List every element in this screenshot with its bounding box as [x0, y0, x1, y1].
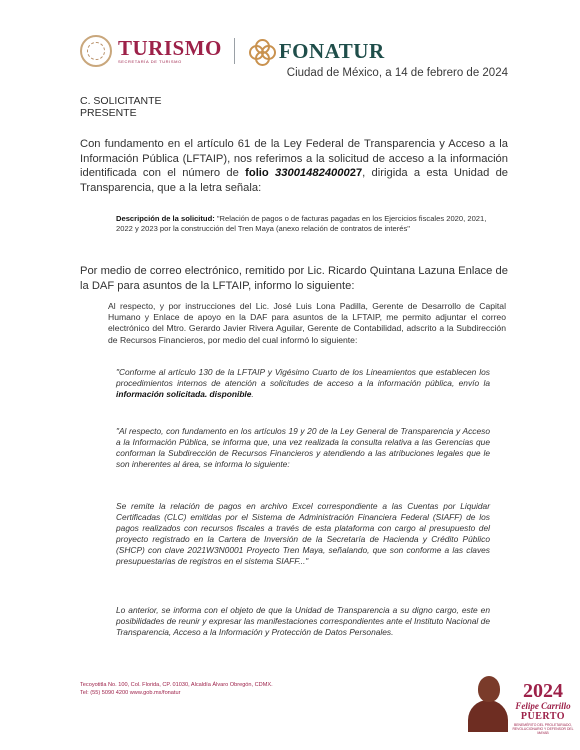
- year-emblem: [510, 681, 576, 735]
- addressee-line: C. SOLICITANTE: [80, 95, 162, 107]
- folio-label: folio: [245, 167, 276, 180]
- intro-paragraph: [80, 137, 508, 195]
- turismo-wordmark: TURISMO: [118, 36, 222, 60]
- honoree-caption: BENEMÉRITO DEL PROLETARIADO, REVOLUCIONARIO Y DEFENSOR DEL MAYAB: [512, 723, 574, 735]
- quoted-response-1: [116, 367, 490, 400]
- fonatur-wordmark: FONATUR: [278, 38, 385, 63]
- footer-address-line: Tecoyotitla No. 100, Col. Florida, CP. 01030, Alcaldía Álvaro Obregón, CDMX.: [80, 682, 273, 688]
- quoted-response-3: Se remite la relación de pagos en archivo Excel correspondiente a las Cuentas por Liquidar Certificadas (CLC) emitidas por el Sistema de Administración Financiera Federal (SIAFF) de los pagos realizados con recursos fiscales a través de esta plataforma con cargo al presupuesto del proyecto registrado en la Cartera de Inversión de la Secretaría de Hacienda y Crédito Público (SHCP) con clave 2021W3N0001 Proyecto Tren Maya, señalando, que son conforme a las claves presupuestarias de registros en el sistema SIAFF...": [116, 501, 490, 566]
- intro-text-end: , dirigida a esta Unidad de Transparencia, que a la letra señala:: [80, 167, 509, 194]
- request-label: Descripción de la solicitud:: [116, 214, 215, 223]
- footer-contact-line: Tel: (55) 5090 4200 www.gob.mx/fonatur: [80, 690, 181, 696]
- quoted-response-2: "Al respecto, con fundamento en los artículos 19 y 20 de la Ley General de Transparencia y Acceso a la Información Pública, se informa que, una vez realizada la consulta relativa a las Gerencias que conforman la Subdirección de Recursos Financieros y atendiendo a las atribuciones legales que le son inherentes al área, se informa lo siguiente:: [116, 426, 490, 469]
- folio-suffix: 27: [349, 167, 363, 180]
- logo-divider: [234, 38, 235, 64]
- government-seal-icon: [80, 35, 112, 67]
- year-text: 2024: [523, 680, 563, 702]
- footer-address: [80, 681, 273, 697]
- portrait-icon: [466, 672, 510, 732]
- instructions-paragraph: Al respecto, y por instrucciones del Lic. José Luis Lona Padilla, Gerente de Desarrollo de Capital Humano y Enlace de apoyo en la DAF para asuntos de la LFTAIP, me permito adjuntar el correo electrónico del Mtro. Gerardo Javier Rivera Aguilar, Gerente de Contabilidad, adscrito a la Subdirección de Recursos Financieros, por medio del cual informó lo siguiente:: [108, 301, 506, 345]
- turismo-subtitle: SECRETARÍA DE TURISMO: [118, 59, 182, 64]
- letter-date: Ciudad de México, a 14 de febrero de 2024: [286, 67, 508, 79]
- addressee-line: PRESENTE: [80, 107, 137, 119]
- intro-text: Con fundamento en el artículo 61 de la Ley Federal de Transparencia y Acceso a la Información Pública (LFTAIP), nos referimos a la solicitud de acceso a la información identificada con el número de: [80, 138, 508, 180]
- quote-text: "Conforme al artículo 130 de la LFTAIP y Vigésimo Cuarto de los Lineamientos que establecen los procedimientos internos de atención a solicitudes de acceso a la información pública, envío la: [116, 367, 490, 388]
- turismo-brand: [118, 38, 222, 64]
- request-text: "Relación de pagos o de facturas pagadas en los Ejercicios fiscales 2020, 2021, 2022 y 2023 por la construcción del Tren Maya (anexo relación de contratos de interés": [116, 214, 487, 233]
- honoree-name: Felipe Carrillo: [515, 701, 571, 711]
- fonatur-flower-icon: [249, 39, 273, 63]
- folio-number: 330014824000: [275, 167, 350, 180]
- email-paragraph: Por medio de correo electrónico, remitido por Lic. Ricardo Quintana Lazuna Enlace de la DAF para asuntos de la LFTAIP, informo lo siguiente:: [80, 265, 508, 292]
- letterhead: [80, 34, 385, 68]
- closing-paragraph: Lo anterior, se informa con el objeto de que la Unidad de Transparencia a su digno cargo, este en posibilidades de reunir y expresar las manifestaciones correspondientes ante el Instituto Nacional de Transparencia, Acceso a la Información y Protección de Datos Personales.: [116, 605, 490, 637]
- request-description: [116, 214, 490, 234]
- honoree-surname: PUERTO: [520, 711, 566, 722]
- quote-bold: información solicitada. disponible: [116, 389, 252, 399]
- addressee: [80, 95, 161, 119]
- quote-text-end: .: [251, 389, 254, 399]
